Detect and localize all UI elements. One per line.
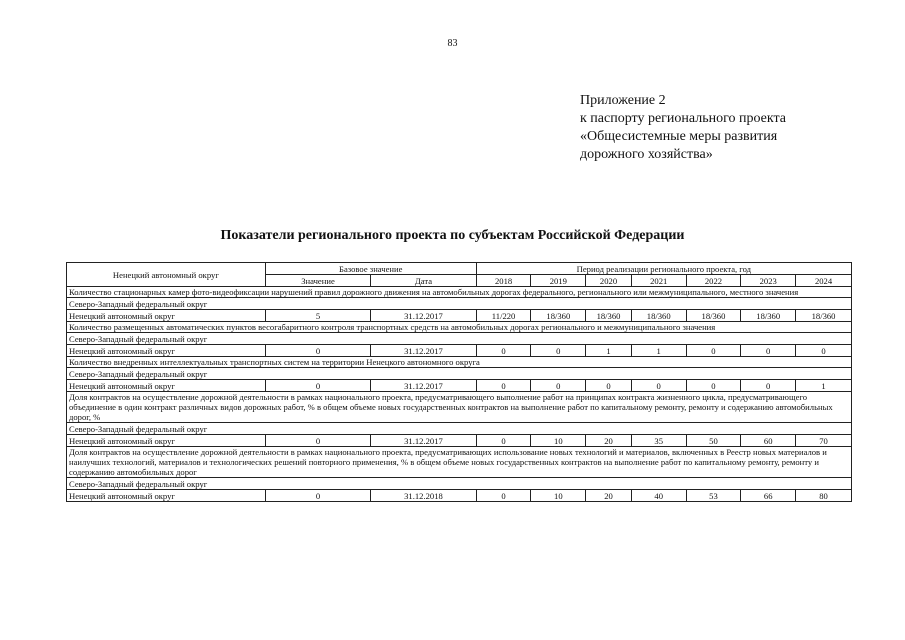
region-row xyxy=(67,345,852,357)
page-number: 83 xyxy=(447,38,458,49)
year-value: 0 xyxy=(686,345,741,357)
region-name: Ненецкий автономный округ xyxy=(67,310,266,322)
indicator-name: Количество размещенных автоматических пунктов весогабаритного контроля транспортных средств на автомобильных дорогах регионального и межмуниципального значения xyxy=(67,322,852,333)
indicator-row xyxy=(67,322,852,333)
year-value: 10 xyxy=(531,490,586,502)
indicator-row xyxy=(67,447,852,478)
district-name: Северо-Западный федеральный округ xyxy=(67,333,852,345)
baseline-value: 0 xyxy=(265,490,370,502)
indicator-name: Доля контрактов на осуществление дорожной деятельности в рамках национального проекта, предусматривающих использование новых технологий и материалов, включенных в Реестр новых материалов и наилучших технологий, материалов и технологических решений повторного применения, % в общем объеме новых государственных контрактов на выполнение работ по капитальному ремонту, ремонту и содержанию автомобильных дорог xyxy=(67,447,852,478)
header-year: 2021 xyxy=(631,275,686,287)
indicator-name: Количество стационарных камер фото-видеофиксации нарушений правил дорожного движения на автомобильных дорогах федерального, регионального или межмуниципального, местного значения xyxy=(67,287,852,298)
year-value: 18/360 xyxy=(586,310,632,322)
indicator-name: Доля контрактов на осуществление дорожной деятельности в рамках национального проекта, предусматривающего выполнение работ на принципах контракта жизненного цикла, предусматривающего объединение в один контракт различных видов дорожных работ, % в общем объеме новых государственных контрактов на выполнение работ по капитальному ремонту, ремонту и содержанию автомобильных дорог, % xyxy=(67,392,852,423)
year-value: 0 xyxy=(476,490,531,502)
year-value: 66 xyxy=(741,490,796,502)
region-name: Ненецкий автономный округ xyxy=(67,490,266,502)
year-value: 0 xyxy=(741,380,796,392)
year-value: 40 xyxy=(631,490,686,502)
district-name: Северо-Западный федеральный округ xyxy=(67,298,852,310)
year-value: 35 xyxy=(631,435,686,447)
district-row xyxy=(67,333,852,345)
year-value: 0 xyxy=(796,345,852,357)
district-row xyxy=(67,478,852,490)
appendix-line-4: дорожного хозяйства» xyxy=(580,147,713,162)
region-name: Ненецкий автономный округ xyxy=(67,345,266,357)
year-value: 1 xyxy=(796,380,852,392)
baseline-date: 31.12.2017 xyxy=(371,310,476,322)
region-row xyxy=(67,380,852,392)
region-row xyxy=(67,490,852,502)
year-value: 0 xyxy=(741,345,796,357)
baseline-value: 0 xyxy=(265,380,370,392)
header-year: 2024 xyxy=(796,275,852,287)
year-value: 0 xyxy=(686,380,741,392)
baseline-date: 31.12.2017 xyxy=(371,435,476,447)
year-value: 18/360 xyxy=(686,310,741,322)
year-value: 18/360 xyxy=(631,310,686,322)
district-row xyxy=(67,423,852,435)
indicator-row xyxy=(67,357,852,368)
baseline-date: 31.12.2017 xyxy=(371,345,476,357)
header-year: 2022 xyxy=(686,275,741,287)
year-value: 80 xyxy=(796,490,852,502)
district-name: Северо-Западный федеральный округ xyxy=(67,478,852,490)
appendix-line-3: «Общесистемные меры развития xyxy=(580,129,778,144)
appendix-note xyxy=(580,92,786,164)
year-value: 10 xyxy=(531,435,586,447)
indicator-name: Количество внедренных интеллектуальных транспортных систем на территории Ненецкого автономного округа xyxy=(67,357,852,368)
region-name: Ненецкий автономный округ xyxy=(67,380,266,392)
year-value: 0 xyxy=(531,345,586,357)
header-value: Значение xyxy=(265,275,370,287)
year-value: 70 xyxy=(796,435,852,447)
baseline-value: 5 xyxy=(265,310,370,322)
year-value: 20 xyxy=(586,435,632,447)
district-name: Северо-Западный федеральный округ xyxy=(67,423,852,435)
year-value: 0 xyxy=(476,435,531,447)
document-title: Показатели регионального проекта по субъектам Российской Федерации xyxy=(220,228,685,243)
year-value: 0 xyxy=(476,345,531,357)
appendix-line-1: Приложение 2 xyxy=(580,93,666,108)
header-region: Ненецкий автономный округ xyxy=(67,263,266,287)
year-value: 18/360 xyxy=(796,310,852,322)
region-name: Ненецкий автономный округ xyxy=(67,435,266,447)
district-name: Северо-Западный федеральный округ xyxy=(67,368,852,380)
year-value: 0 xyxy=(586,380,632,392)
year-value: 0 xyxy=(476,380,531,392)
year-value: 11/220 xyxy=(476,310,531,322)
header-baseline: Базовое значение xyxy=(265,263,476,275)
header-year: 2018 xyxy=(476,275,531,287)
appendix-line-2: к паспорту регионального проекта xyxy=(580,111,786,126)
indicator-row xyxy=(67,392,852,423)
indicators-table xyxy=(66,262,852,502)
year-value: 20 xyxy=(586,490,632,502)
baseline-value: 0 xyxy=(265,345,370,357)
year-value: 1 xyxy=(631,345,686,357)
year-value: 53 xyxy=(686,490,741,502)
year-value: 50 xyxy=(686,435,741,447)
indicator-row xyxy=(67,287,852,298)
baseline-value: 0 xyxy=(265,435,370,447)
header-date: Дата xyxy=(371,275,476,287)
year-value: 18/360 xyxy=(741,310,796,322)
header-year: 2020 xyxy=(586,275,632,287)
baseline-date: 31.12.2018 xyxy=(371,490,476,502)
year-value: 0 xyxy=(631,380,686,392)
header-year: 2023 xyxy=(741,275,796,287)
district-row xyxy=(67,298,852,310)
header-period: Период реализации регионального проекта, год xyxy=(476,263,851,275)
year-value: 0 xyxy=(531,380,586,392)
district-row xyxy=(67,368,852,380)
header-year: 2019 xyxy=(531,275,586,287)
region-row xyxy=(67,310,852,322)
year-value: 60 xyxy=(741,435,796,447)
baseline-date: 31.12.2017 xyxy=(371,380,476,392)
year-value: 18/360 xyxy=(531,310,586,322)
region-row xyxy=(67,435,852,447)
table-body xyxy=(67,287,852,502)
year-value: 1 xyxy=(586,345,632,357)
